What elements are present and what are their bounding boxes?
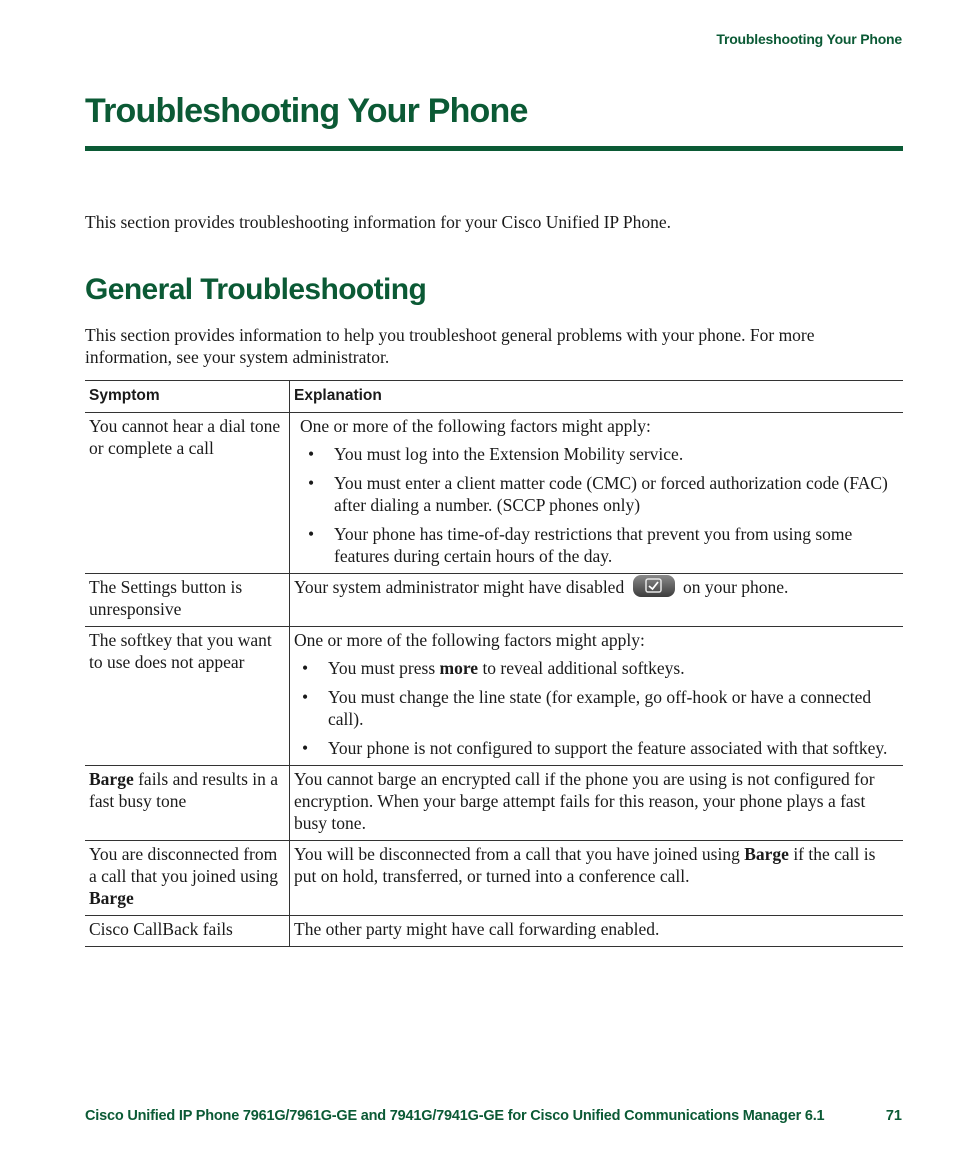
list-item-text: You must enter a client matter code (CMC) or forced authorization code (FAC) after dialing a number. (SCCP phones only) [334, 473, 888, 515]
symptom-cell: The Settings button is unresponsive [85, 574, 290, 627]
footer-title: Cisco Unified IP Phone 7961G/7961G-GE and 7941G/7941G-GE for Cisco Unified Communications Manager 6.1 [85, 1108, 825, 1124]
table-row [85, 766, 903, 841]
explanation-cell [290, 574, 904, 627]
bullet-icon: • [302, 658, 309, 678]
table-row [85, 627, 903, 766]
list-item [300, 523, 899, 567]
explanation-cell: The other party might have call forwarding enabled. [290, 916, 904, 947]
list-item [294, 686, 899, 730]
list-item [294, 657, 899, 679]
bullet-icon: • [302, 687, 309, 707]
section-intro-paragraph: This section provides information to help you troubleshoot general problems with your phone. For more information, see your system administrator. [85, 325, 815, 367]
list-item [300, 443, 899, 465]
feature-name: Barge [89, 769, 134, 789]
troubleshooting-table [85, 380, 903, 947]
title-rule [85, 146, 903, 151]
symptom-cell [85, 766, 290, 841]
table-row [85, 916, 903, 947]
factor-list [294, 657, 899, 759]
explanation-cell: You cannot barge an encrypted call if the phone you are using is not configured for encryption. When your barge attempt fails for this reason, your phone plays a fast busy tone. [290, 766, 904, 841]
factor-list [300, 443, 899, 567]
symptom-text: You are disconnected from a call that you joined using [89, 844, 279, 886]
table-row [85, 413, 903, 574]
explanation-text-after: on your phone. [682, 577, 789, 597]
list-item-text: You must change the line state (for example, go off-hook or have a connected call). [328, 687, 872, 729]
bullet-icon: • [308, 444, 315, 464]
symptom-text: fails and results in a fast busy tone [89, 769, 279, 811]
feature-name: Barge [744, 844, 789, 864]
bullet-icon: • [308, 524, 315, 544]
list-item-text: You must log into the Extension Mobility service. [334, 444, 684, 464]
section-heading: General Troubleshooting [85, 273, 427, 306]
list-item-text-before: You must press [328, 658, 436, 678]
table-row [85, 574, 903, 627]
explanation-column-header: Explanation [290, 381, 904, 413]
table-row [85, 841, 903, 916]
symptom-cell: Cisco CallBack fails [85, 916, 290, 947]
bullet-icon: • [302, 738, 309, 758]
explanation-text-before: You will be disconnected from a call that you have joined using [294, 844, 740, 864]
settings-button-icon [633, 575, 675, 597]
list-item [300, 472, 899, 516]
bullet-icon: • [308, 473, 315, 493]
explanation-lead: One or more of the following factors might apply: [294, 630, 645, 650]
running-header: Troubleshooting Your Phone [716, 31, 902, 47]
list-item-text: Your phone is not configured to support the feature associated with that softkey. [328, 738, 888, 758]
page-title: Troubleshooting Your Phone [85, 92, 528, 130]
explanation-cell [290, 841, 904, 916]
symptom-cell: The softkey that you want to use does not appear [85, 627, 290, 766]
list-item-text-after: to reveal additional softkeys. [482, 658, 685, 678]
page-number: 71 [885, 1108, 902, 1124]
symptom-cell: You cannot hear a dial tone or complete a call [85, 413, 290, 574]
explanation-cell [290, 627, 904, 766]
intro-paragraph: This section provides troubleshooting information for your Cisco Unified IP Phone. [85, 212, 672, 232]
list-item-text: Your phone has time-of-day restrictions that prevent you from using some features during certain hours of the day. [334, 524, 853, 566]
explanation-lead: One or more of the following factors might apply: [300, 416, 651, 436]
softkey-name: more [439, 658, 479, 678]
explanation-text-after: if the call is put on hold, transferred, or turned into a conference call. [294, 844, 876, 886]
table-header-row [85, 381, 903, 413]
list-item [294, 737, 899, 759]
explanation-text-before: Your system administrator might have disabled [294, 577, 625, 597]
feature-name: Barge [89, 888, 134, 908]
explanation-cell [290, 413, 904, 574]
symptom-cell [85, 841, 290, 916]
symptom-column-header: Symptom [85, 381, 290, 413]
